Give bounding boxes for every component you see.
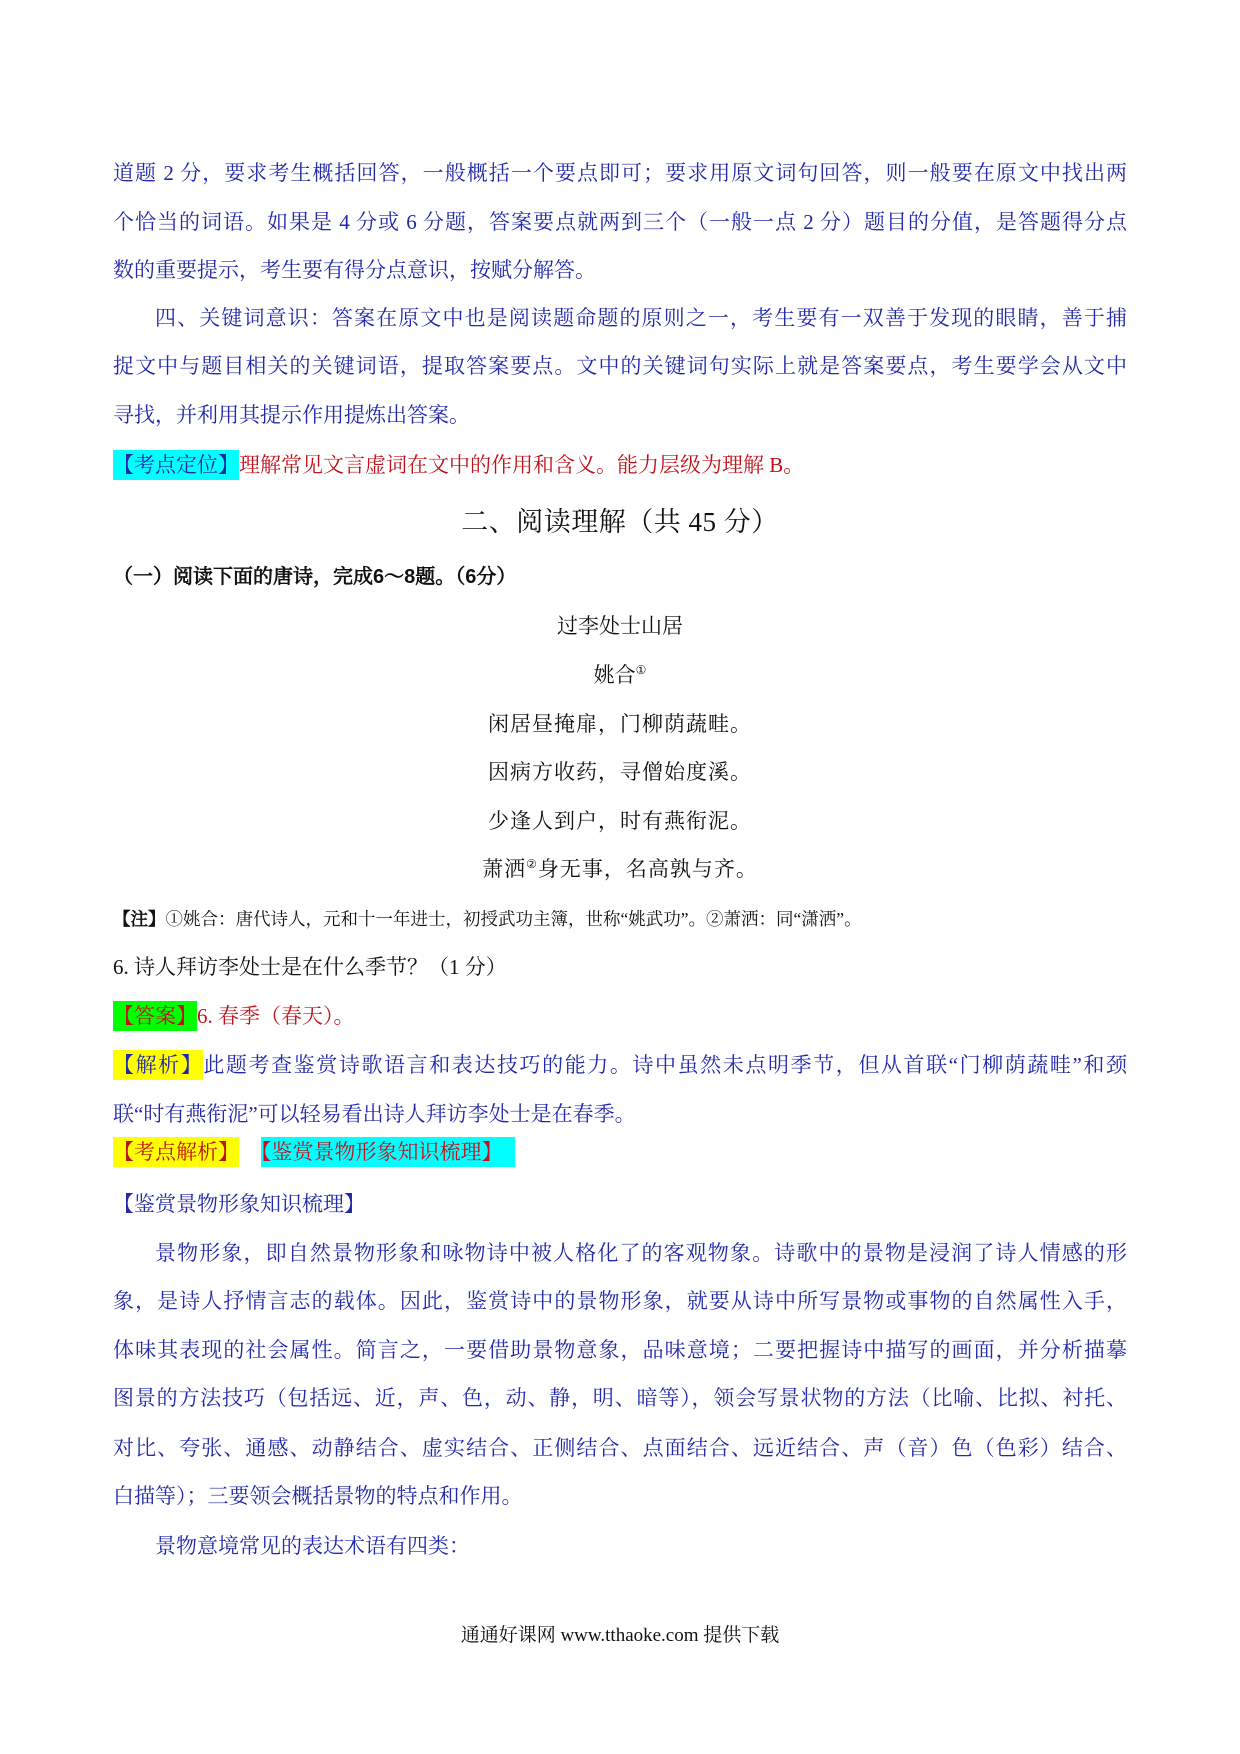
- test-point-analysis-label: 【考点解析】: [113, 1137, 239, 1167]
- poem-note-label: 【注】: [113, 909, 166, 929]
- analysis-text-1: 此题考查鉴赏诗歌语言和表达技巧的能力。诗中虽然未点明季节，但从首联“门柳荫蔬畦”和颈: [203, 1053, 1127, 1077]
- knowledge-line-6: 白描等）；三要领会概括景物的特点和作用。: [113, 1484, 523, 1508]
- poem-note: [113, 895, 1127, 943]
- test-point-location: [113, 441, 1127, 489]
- knowledge-heading: 【鉴赏景物形象知识梳理】: [113, 1192, 365, 1216]
- answer-label: 【答案】: [113, 1001, 197, 1031]
- passage-para2-line-3: 寻找，并利用其提示作用提炼出答案。: [113, 403, 470, 427]
- passage-para1-line-2: 个恰当的词语。如果是 4 分或 6 分题，答案要点就两到三个（一般一点 2 分）题目的分值，是答题得分点: [113, 210, 1127, 234]
- poem-line-3: 少逢人到户，时有燕衔泥。: [488, 809, 752, 833]
- knowledge-line-4: 图景的方法技巧（包括远、近，声、色，动、静，明、暗等），领会写景状物的方法（比喻、比拟、衬托、: [113, 1386, 1127, 1410]
- passage-para1-line-1: 道题 2 分，要求考生概括回答，一般概括一个要点即可；要求用原文词句回答，则一般要在原文中找出两: [113, 161, 1127, 185]
- knowledge-line-2: 象，是诗人抒情言志的载体。因此，鉴赏诗中的景物形象，就要从诗中所写景物或事物的自然属性入手，: [113, 1289, 1127, 1313]
- test-point-analysis: [113, 1128, 1127, 1176]
- analysis-line-2: 联“时有燕衔泥”可以轻易看出诗人拜访李处士是在春季。: [113, 1102, 636, 1126]
- poem-title: 过李处士山居: [557, 614, 683, 638]
- question-6: 6. 诗人拜访李处士是在什么季节？（1 分）: [113, 955, 507, 979]
- poem-line-4-start: 萧洒: [482, 857, 527, 881]
- poem-author: [113, 651, 1127, 699]
- knowledge-closing: 景物意境常见的表达术语有四类：: [155, 1534, 470, 1558]
- knowledge-line-1: 景物形象，即自然景物形象和咏物诗中被人格化了的客观物象。诗歌中的景物是浸润了诗人情感的形: [155, 1241, 1127, 1265]
- section-heading: 二、阅读理解（共 45 分）: [461, 507, 779, 537]
- poem-line-4-note-mark: ②: [526, 857, 538, 871]
- answer-text: 6. 春季（春天）。: [197, 1004, 355, 1028]
- test-point-location-text: 理解常见文言虚词在文中的作用和含义。能力层级为理解 B。: [239, 453, 805, 477]
- passage-para2-line-2: 捉文中与题目相关的关键词语，提取答案要点。文中的关键词句实际上就是答案要点，考生要学会从文中: [113, 354, 1127, 378]
- poem-note-text: ①姚合：唐代诗人，元和十一年进士，初授武功主簿，世称“姚武功”。②萧洒：同“潇洒”。: [165, 909, 862, 929]
- subsection-heading: （一）阅读下面的唐诗，完成6～8题。（6分）: [113, 566, 517, 588]
- poem-line-4-end: 身无事，名高孰与齐。: [537, 857, 758, 881]
- poem-line-2: 因病方收药，寻僧始度溪。: [488, 760, 752, 784]
- test-point-location-label: 【考点定位】: [113, 450, 239, 480]
- page-footer: 通通好课网 www.tthaoke.com 提供下载: [460, 1625, 780, 1646]
- test-point-analysis-tag: 【鉴赏景物形象知识梳理】: [261, 1137, 515, 1167]
- analysis-label: 【解析】: [113, 1050, 203, 1080]
- analysis-line-1: [113, 1041, 1127, 1089]
- poem-author-note-mark: ①: [635, 663, 647, 677]
- poem-line-4: [113, 845, 1127, 893]
- poem-line-1: 闲居昼掩扉，门柳荫蔬畦。: [488, 712, 752, 736]
- poem-author-name: 姚合: [593, 663, 636, 687]
- knowledge-line-5: 对比、夸张、通感、动静结合、虚实结合、正侧结合、点面结合、远近结合、声（音）色（色彩）结合、: [113, 1436, 1127, 1460]
- passage-para1-line-3: 数的重要提示，考生要有得分点意识，按赋分解答。: [113, 258, 596, 282]
- passage-para2-line-1: 四、关键词意识：答案在原文中也是阅读题命题的原则之一，考生要有一双善于发现的眼睛，善于捕: [155, 306, 1127, 330]
- knowledge-line-3: 体味其表现的社会属性。简言之，一要借助景物意象，品味意境；二要把握诗中描写的画面，并分析描摹: [113, 1338, 1127, 1362]
- answer: [113, 992, 1127, 1040]
